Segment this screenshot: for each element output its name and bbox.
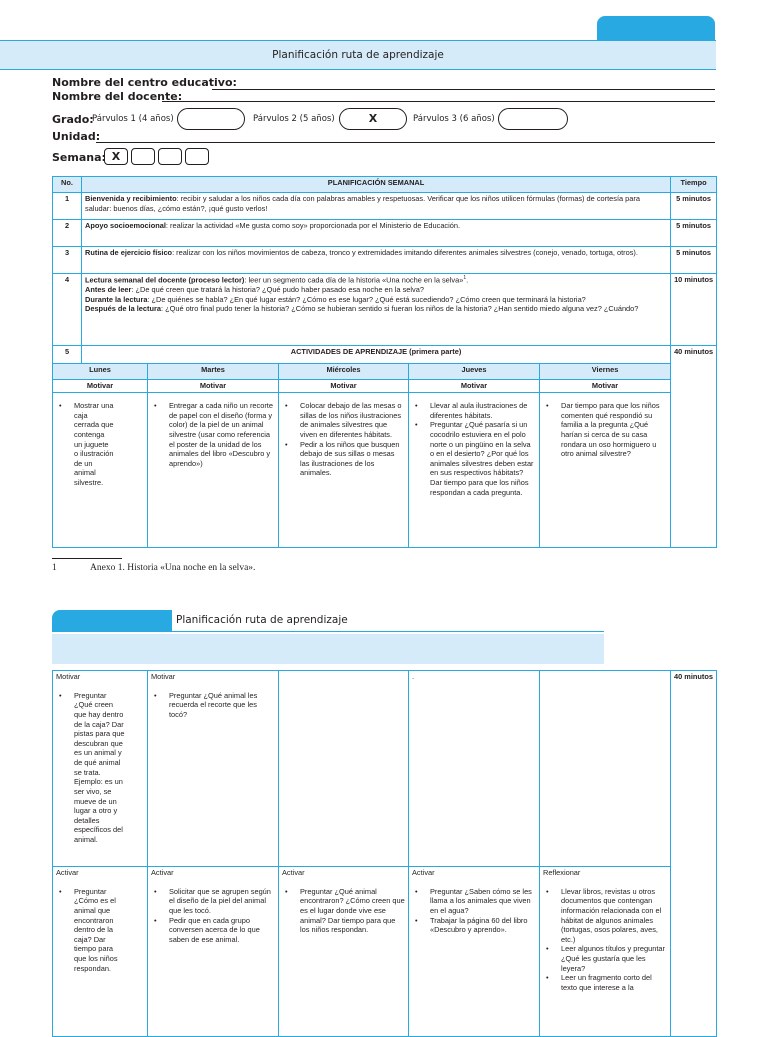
list-item: • Entregar a cada niño un recorte de papel con el diseño (forma y color) de la piel de un animal silvestre (usar como referencia el poster de la unidad de los animales del libro «Descubro y aprendo») — [160, 401, 275, 468]
activities-time: 40 minutos — [671, 671, 717, 1037]
list-item: • Colocar debajo de las mesas o sillas de los niños ilustraciones de animales silvestres que viven en diferentes hábitats. — [291, 401, 405, 440]
grade-option-2-label: Párvulos 2 (5 años) — [253, 114, 335, 124]
motivar-head: Motivar — [148, 380, 279, 393]
before-reading-title: Antes de leer — [85, 285, 132, 295]
row-time: 5 minutos — [671, 247, 717, 274]
list-item: • Preguntar ¿Qué pasaría si un cocodrilo estuviera en el polo norte o un pingüino en la selva o en el desierto? ¿Por qué los animales silvestres deben estar en sus respectivos hábitats? Dar tiempo para que los niños respondan a cada pregunta. — [421, 420, 536, 497]
teacher-name-label: Nombre del docente: — [52, 90, 183, 103]
header-tab — [597, 16, 715, 40]
activar-head: Activar — [56, 868, 79, 877]
row-time: 5 minutos — [671, 193, 717, 220]
grade-option-3-box[interactable] — [498, 108, 568, 130]
row-text — [82, 220, 671, 247]
activar-head: Activar — [151, 868, 174, 877]
reflexionar-head: Reflexionar — [543, 868, 581, 877]
list-item: • Preguntar ¿Cómo es el animal que encontraron dentro de la caja? Dar tiempo para que los niños respondan. — [65, 887, 126, 974]
activity-cell — [53, 671, 148, 867]
table-row — [53, 247, 717, 274]
activity-cell — [279, 867, 409, 1037]
unit-label: Unidad: — [52, 130, 101, 143]
list-item: • Pedir a los niños que busquen debajo de sus sillas o mesas las ilustraciones de los animales. — [291, 440, 405, 479]
table-row — [53, 193, 717, 220]
row-title: Apoyo socioemocional — [85, 221, 166, 230]
grade-option-1-label: Párvulos 1 (4 años) — [92, 114, 174, 124]
list-item: • Llevar libros, revistas u otros documentos que contengan información relacionada con el hábitat de algunos animales (tortugas, osos polares, aves, etc.) — [552, 887, 667, 945]
motivar-time: 40 minutos — [671, 346, 717, 548]
activity-cell — [409, 393, 540, 548]
after-reading-title: Después de la lectura — [85, 304, 161, 314]
list-item: • Preguntar ¿Qué creen que hay dentro de la caja? Dar pistas para que descubran que es un animal y de qué animal se trata. Ejemplo: es un ser vivo, se mueve de un lugar a otro y detalles específicos del animal. — [65, 691, 126, 845]
unit-field[interactable] — [96, 142, 715, 143]
activar-head: Activar — [412, 868, 435, 877]
motivar-head: Motivar — [53, 380, 148, 393]
activity-cell — [148, 867, 279, 1037]
row-text — [82, 193, 671, 220]
list-item: • Preguntar ¿Saben cómo se les llama a los animales que viven en el agua? — [421, 887, 536, 916]
table-row — [53, 274, 717, 346]
footnote — [52, 563, 255, 573]
row-body: : realizar con los niños movimientos de cabeza, tronco y extremidades imitando diferentes animales silvestres (conejo, venado, tortuga, otros). — [172, 248, 638, 257]
activity-cell — [148, 393, 279, 548]
row-body: : recibir y saludar a los niños cada día con palabras amables y respetuosas. Verificar que los niños utilicen fórmulas (formas) de cortesía para saludar: buenos días, ¿cómo están?, ¡qué gusto verlos! — [85, 194, 640, 213]
weekly-plan-table — [52, 176, 717, 548]
row-number: 4 — [53, 274, 82, 346]
activity-cell — [409, 867, 540, 1037]
grade-option-3-label: Párvulos 3 (6 años) — [413, 114, 495, 124]
col-header-plan: PLANIFICACIÓN SEMANAL — [82, 177, 671, 193]
activity-cell — [148, 671, 279, 867]
page2-band — [52, 634, 604, 664]
row-title: Bienvenida y recibimiento — [85, 194, 177, 203]
activity-cell — [540, 671, 671, 867]
row-text — [82, 247, 671, 274]
day-monday: Lunes — [53, 364, 148, 380]
week-box-4[interactable] — [185, 148, 209, 165]
activar-head: Activar — [282, 868, 305, 877]
stray-mark: . — [412, 672, 415, 681]
grade-label: Grado: — [52, 113, 94, 126]
day-thursday: Jueves — [409, 364, 540, 380]
page2-title-rule — [52, 631, 604, 632]
row-number: 5 — [53, 346, 82, 364]
school-name-label: Nombre del centro educativo: — [52, 76, 237, 89]
day-tuesday: Martes — [148, 364, 279, 380]
activity-cell — [279, 393, 409, 548]
row-number: 3 — [53, 247, 82, 274]
row-body: : realizar la actividad «Me gusta como soy» proporcionada por el Ministerio de Educación. — [165, 221, 461, 230]
activity-cell — [53, 867, 148, 1037]
row-number: 2 — [53, 220, 82, 247]
during-reading-text: : ¿De quiénes se habla? ¿En qué lugar están? ¿Cómo es ese lugar? ¿Qué está sucediendo? ¿Cómo creen que terminará la historia? — [147, 294, 586, 304]
activity-cell — [53, 393, 148, 548]
day-friday: Viernes — [540, 364, 671, 380]
list-item: • Trabajar la página 60 del libro «Descubro y aprendo». — [421, 916, 536, 935]
week-label: Semana: — [52, 151, 106, 164]
reading-text-end: . — [466, 275, 469, 285]
week-box-1[interactable]: X — [104, 148, 128, 165]
motivar-head: Motivar — [540, 380, 671, 393]
after-reading-text: : ¿Qué otro final pudo tener la historia? ¿Cómo se hubieran sentido si fueran los niños de la historia? ¿Han sentido miedo alguna vez? ¿Cuándo? — [161, 304, 639, 314]
grade-option-2-box[interactable]: X — [339, 108, 407, 130]
activity-cell — [279, 671, 409, 867]
list-item: • Leer un fragmento corto del texto que interese a la — [552, 973, 667, 992]
list-item: • Leer algunos títulos y preguntar ¿Qué les gustaría que les leyera? — [552, 944, 667, 973]
before-reading-text: : ¿De qué creen que tratará la historia? ¿Qué pudo haber pasado esa noche en la selva? — [131, 285, 424, 295]
row-title: Rutina de ejercicio físico — [85, 248, 173, 257]
day-wednesday: Miércoles — [279, 364, 409, 380]
motivar-head: Motivar — [151, 672, 176, 681]
activity-cell — [540, 867, 671, 1037]
reading-text: : leer un segmento cada día de la historia «Una noche en la selva» — [244, 275, 464, 285]
week-box-3[interactable] — [158, 148, 182, 165]
table-row — [53, 220, 717, 247]
week-box-2[interactable] — [131, 148, 155, 165]
row-text — [82, 274, 671, 346]
row-number: 1 — [53, 193, 82, 220]
footnote-text: Anexo 1. Historia «Una noche en la selva». — [90, 563, 256, 573]
activities-table-cont — [52, 670, 717, 1037]
list-item: • Preguntar ¿Qué animal les recuerda el recorte que les tocó? — [160, 691, 275, 720]
motivar-head: Motivar — [409, 380, 540, 393]
teacher-name-field[interactable] — [162, 101, 715, 102]
list-item: • Llevar al aula ilustraciones de diferentes hábitats. — [421, 401, 536, 420]
list-item: • Dar tiempo para que los niños comenten qué respondió su familia a la pregunta ¿Qué harían si cerca de su casa rondara un oso hormiguero u otro animal silvestre? — [552, 401, 667, 459]
page2-header-tab — [52, 610, 172, 632]
row-time: 5 minutos — [671, 220, 717, 247]
activities-title: ACTIVIDADES DE APRENDIZAJE (primera parte) — [82, 346, 671, 364]
footnote-number: 1 — [52, 563, 57, 573]
list-item: • Preguntar ¿Qué animal encontraron? ¿Cómo creen que es el lugar donde vive ese animal? Dar tiempo para que los niños respondan. — [291, 887, 405, 935]
page-title: Planificación ruta de aprendizaje — [272, 49, 444, 61]
grade-option-1-box[interactable] — [177, 108, 245, 130]
footnote-divider — [52, 558, 122, 559]
col-header-no: No. — [53, 177, 82, 193]
during-reading-title: Durante la lectura — [85, 294, 148, 304]
motivar-head: Motivar — [56, 672, 81, 681]
school-name-field[interactable] — [212, 89, 715, 90]
reading-title: Lectura semanal del docente (proceso lector) — [85, 275, 245, 285]
row-time: 10 minutos — [671, 274, 717, 346]
col-header-time: Tiempo — [671, 177, 717, 193]
page2-title: Planificación ruta de aprendizaje — [176, 614, 348, 626]
footnote-ref: 1 — [463, 275, 467, 281]
list-item: • Pedir que en cada grupo conversen acerca de lo que saben de ese animal. — [160, 916, 275, 945]
activity-cell — [409, 671, 540, 867]
list-item: • Mostrar una caja cerrada que contenga un juguete o ilustración de un animal silvestre. — [65, 401, 114, 488]
motivar-head: Motivar — [279, 380, 409, 393]
list-item: • Solicitar que se agrupen según el diseño de la piel del animal que les tocó. — [160, 887, 275, 916]
activity-cell — [540, 393, 671, 548]
